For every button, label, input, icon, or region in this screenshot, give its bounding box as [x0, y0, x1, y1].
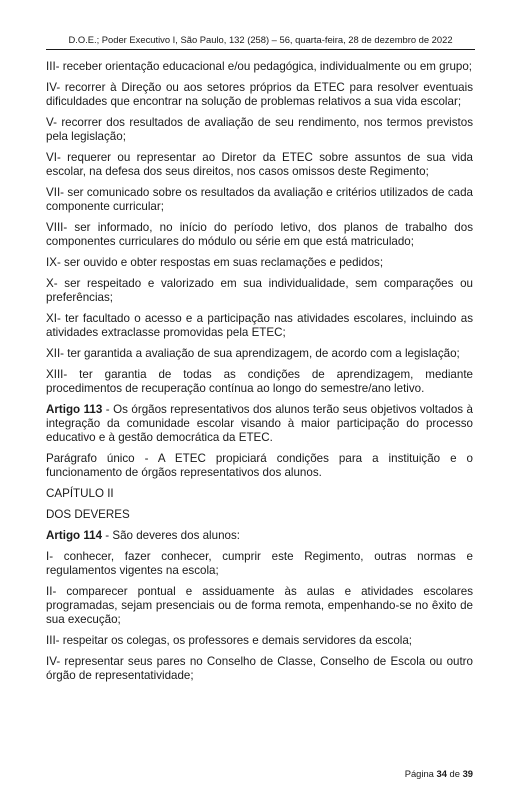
- rights-item-ix: IX- ser ouvido e obter respostas em suas reclamações e pedidos;: [46, 256, 384, 269]
- chapter-title: DOS DEVERES: [46, 508, 130, 521]
- page-total: 39: [462, 768, 473, 779]
- article-113: [46, 403, 473, 445]
- page-footer: [405, 768, 473, 779]
- page-header: D.O.E.; Poder Executivo I, São Paulo, 132 (258) – 56, quarta-feira, 28 de dezembro de 2022: [46, 34, 475, 50]
- page-label: Página: [404, 768, 437, 779]
- duty-item-iii: III- respeitar os colegas, os professores e demais servidores da escola;: [46, 634, 413, 647]
- paragrafo-unico: Parágrafo único - A ETEC propiciará condições para a instituição e o funcionamento de órgãos representativos dos alunos.: [46, 452, 473, 479]
- rights-item-xiii: XIII- ter garantia de todas as condições de aprendizagem, mediante procedimentos de recuperação contínua ao longo do semestre/ano letivo.: [46, 368, 473, 395]
- rights-item-xi: XI- ter facultado o acesso e a participação nas atividades escolares, incluindo as atividades extraclasse promovidas pela ETEC;: [46, 312, 473, 339]
- article-113-label: Artigo 113: [46, 403, 103, 416]
- page-number: 34: [436, 768, 447, 779]
- rights-item-vi: VI- requerer ou representar ao Diretor da ETEC sobre assuntos de sua vida escolar, na defesa dos seus direitos, nos casos omissos deste Regimento;: [46, 151, 473, 178]
- article-114-label: Artigo 114: [46, 529, 103, 542]
- rights-item-iii: III- receber orientação educacional e/ou pedagógica, individualmente ou em grupo;: [46, 60, 473, 73]
- chapter-number: CAPÍTULO II: [46, 487, 114, 500]
- rights-item-v: V- recorrer dos resultados de avaliação de seu rendimento, nos termos previstos pela legislação;: [46, 116, 473, 143]
- duty-item-iv: IV- representar seus pares no Conselho de Classe, Conselho de Escola ou outro órgão de representatividade;: [46, 655, 473, 682]
- document-body: [46, 60, 473, 690]
- rights-item-xii: XII- ter garantida a avaliação de sua aprendizagem, de acordo com a legislação;: [46, 347, 460, 360]
- article-114: [46, 529, 473, 543]
- article-114-text: - São deveres dos alunos:: [102, 529, 240, 542]
- rights-item-x: X- ser respeitado e valorizado em sua individualidade, sem comparações ou preferências;: [46, 277, 473, 304]
- rights-item-vii: VII- ser comunicado sobre os resultados da avaliação e critérios utilizados de cada componente curricular;: [46, 186, 473, 213]
- article-113-text: - Os órgãos representativos dos alunos terão seus objetivos voltados à integração da comunidade escolar visando à maior participação do processo educativo e à gestão democrática da ETEC.: [46, 403, 474, 444]
- rights-item-iv: IV- recorrer à Direção ou aos setores próprios da ETEC para resolver eventuais dificuldades que encontrar na solução de problemas relativos a sua vida escolar;: [46, 81, 473, 108]
- duty-item-i: I- conhecer, fazer conhecer, cumprir este Regimento, outras normas e regulamentos vigentes na escola;: [46, 550, 473, 577]
- page-separator: de: [446, 768, 463, 779]
- rights-item-viii: VIII- ser informado, no início do período letivo, dos planos de trabalho dos componentes curriculares do módulo ou série em que está matriculado;: [46, 221, 473, 248]
- duty-item-ii: II- comparecer pontual e assiduamente às aulas e atividades escolares programadas, sejam presenciais ou de forma remota, empenhando-se no êxito de sua execução;: [46, 585, 473, 626]
